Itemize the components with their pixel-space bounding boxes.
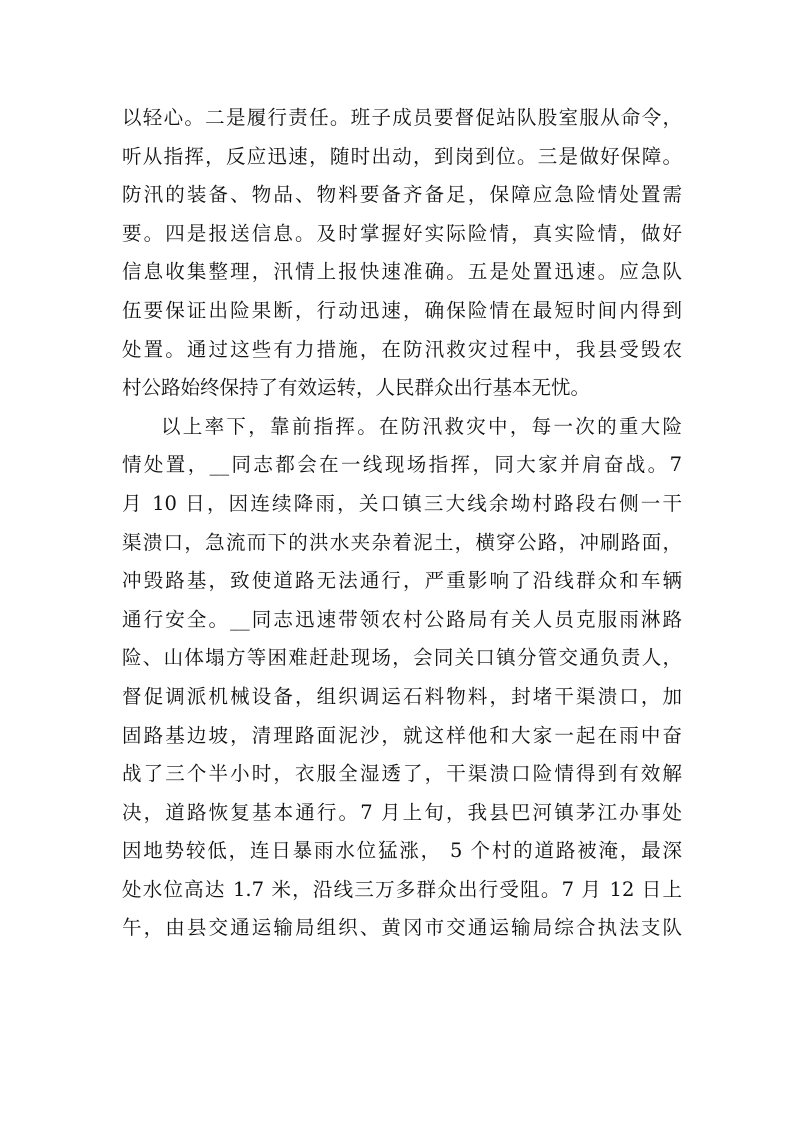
text-line: 情处置，__同志都会在一线现场指挥，同大家并肩奋战。7 <box>122 453 682 477</box>
text-line: 防汛的装备、物品、物料要备齐备足，保障应急险情处置需 <box>122 183 682 207</box>
text-line: 伍要保证出险果断，行动迅速，确保险情在最短时间内得到 <box>122 298 682 322</box>
text-line: 午，由县交通运输局组织、黄冈市交通运输局综合执法支队 <box>122 916 682 940</box>
text-line: 处水位高达 1.7 米，沿线三万多群众出行受阻。7 月 12 日上 <box>122 877 682 901</box>
text-line: 督促调派机械设备，组织调运石料物料，封堵干渠溃口，加 <box>122 684 682 708</box>
text-line: 固路基边坡，清理路面泥沙，就这样他和大家一起在雨中奋 <box>122 723 682 747</box>
text-line: 通行安全。__同志迅速带领农村公路局有关人员克服雨淋路 <box>122 607 682 631</box>
text-line: 要。四是报送信息。及时掌握好实际险情，真实险情，做好 <box>122 221 682 245</box>
paragraph-first-line: 以上率下，靠前指挥。在防汛救灾中，每一次的重大险 <box>161 414 682 438</box>
text-line: 决，道路恢复基本通行。7 月上旬，我县巴河镇茅江办事处 <box>122 800 682 824</box>
text-line: 险、山体塌方等困难赶赴现场，会同关口镇分管交通负责人， <box>122 646 682 670</box>
text-line: 因地势较低，连日暴雨水位猛涨， 5 个村的道路被淹，最深 <box>122 839 682 863</box>
text-line: 以轻心。二是履行责任。班子成员要督促站队股室服从命令， <box>122 106 682 129</box>
text-line: 信息收集整理，汛情上报快速准确。五是处置迅速。应急队 <box>122 260 682 284</box>
document-body <box>122 99 682 948</box>
text-line: 冲毁路基，致使道路无法通行，严重影响了沿线群众和车辆 <box>122 569 682 593</box>
text-line: 渠溃口，急流而下的洪水夹杂着泥土，横穿公路，冲刷路面， <box>122 530 682 554</box>
paragraph-last-line: 村公路始终保持了有效运转，人民群众出行基本无忧。 <box>122 376 591 400</box>
text-line: 处置。通过这些有力措施，在防汛救灾过程中，我县受毁农 <box>122 337 682 361</box>
text-line: 听从指挥，反应迅速，随时出动，到岗到位。三是做好保障。 <box>122 144 682 168</box>
text-line: 战了三个半小时，衣服全湿透了，干渠溃口险情得到有效解 <box>122 762 682 786</box>
text-line: 月 10 日，因连续降雨，关口镇三大线余坳村路段右侧一干 <box>122 491 682 515</box>
